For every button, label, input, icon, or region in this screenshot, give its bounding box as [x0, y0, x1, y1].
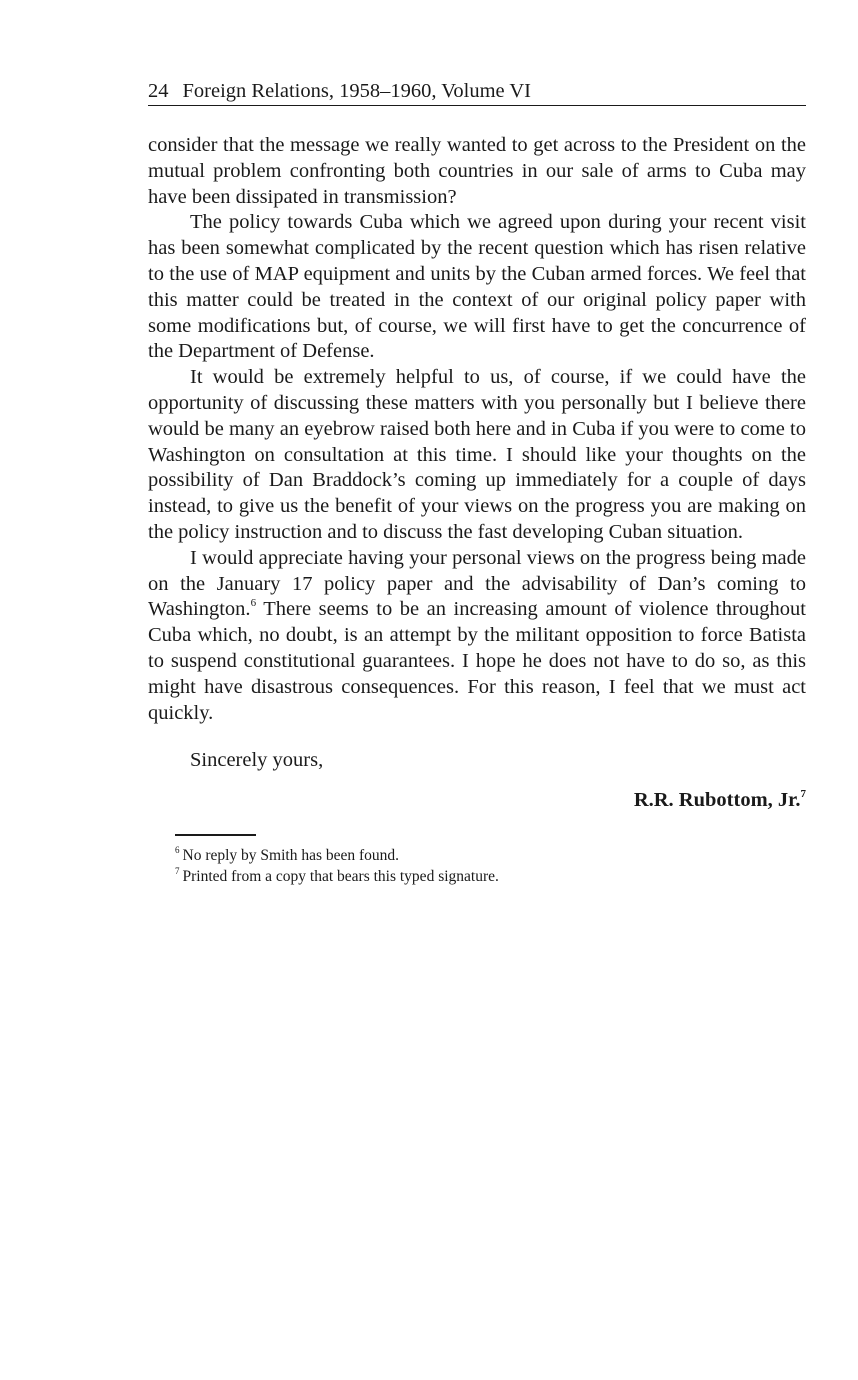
footnote-marker: 7 — [175, 866, 180, 877]
paragraph-4-text-a: I would appreciate having your personal views on the progress being made on the January 17 policy paper and the advisability of Dan’s coming to Washington. — [148, 546, 806, 621]
complimentary-close: Sincerely yours, — [190, 749, 324, 772]
footnote-6 — [175, 845, 806, 866]
paragraph-4 — [148, 546, 806, 727]
letter-body — [148, 133, 806, 726]
footnote-ref-7: 7 — [800, 787, 806, 800]
paragraph-3: It would be extremely helpful to us, of course, if we could have the opportunity of discussing these matters with you personally but I believe there would be many an eyebrow raised both here and in Cuba if you were to come to Washington on consultation at this time. I should like your thoughts on the possibility of Dan Braddock’s coming up immediately for a couple of days instead, to give us the benefit of your views on the progress you are making on the policy instruction and to discuss the fast developing Cuban situation. — [148, 366, 806, 543]
footnote-text: Printed from a copy that bears this typed signature. — [182, 868, 499, 886]
footnote-marker: 6 — [175, 845, 180, 856]
page-number: 24 — [148, 80, 169, 102]
paragraph-2: The policy towards Cuba which we agreed upon during your recent visit has been somewhat complicated by the recent question which has risen relative to the use of MAP equipment and units by the Cuban armed forces. We feel that this matter could be treated in the context of our original policy paper with some modifications but, of course, we will first have to get the concurrence of the Department of Defense. — [148, 211, 806, 363]
paragraph-4-text-b: There seems to be an increasing amount of violence throughout Cuba which, no doubt, is an attempt by the militant opposition to force Batista to suspend constitutional guarantees. I hope he does not have to do so, as this might have disastrous consequences. For this reason, I feel that we must act quickly. — [148, 598, 806, 724]
signature-block — [148, 787, 806, 813]
footnote-ref-6: 6 — [250, 596, 257, 609]
footnote-text: No reply by Smith has been found. — [182, 847, 400, 865]
running-title: Foreign Relations, 1958–1960, Volume VI — [182, 80, 531, 102]
footnote-7 — [175, 866, 806, 887]
footnote-divider — [175, 834, 256, 836]
paragraph-1: consider that the message we really wanted to get across to the President on the mutual problem confronting both countries in our sale of arms to Cuba may have been dissipated in transmission? — [148, 134, 806, 208]
footnotes — [148, 845, 806, 887]
document-page — [148, 78, 806, 887]
signature-name: R.R. Rubottom, Jr. — [633, 789, 801, 812]
running-head — [148, 78, 806, 106]
